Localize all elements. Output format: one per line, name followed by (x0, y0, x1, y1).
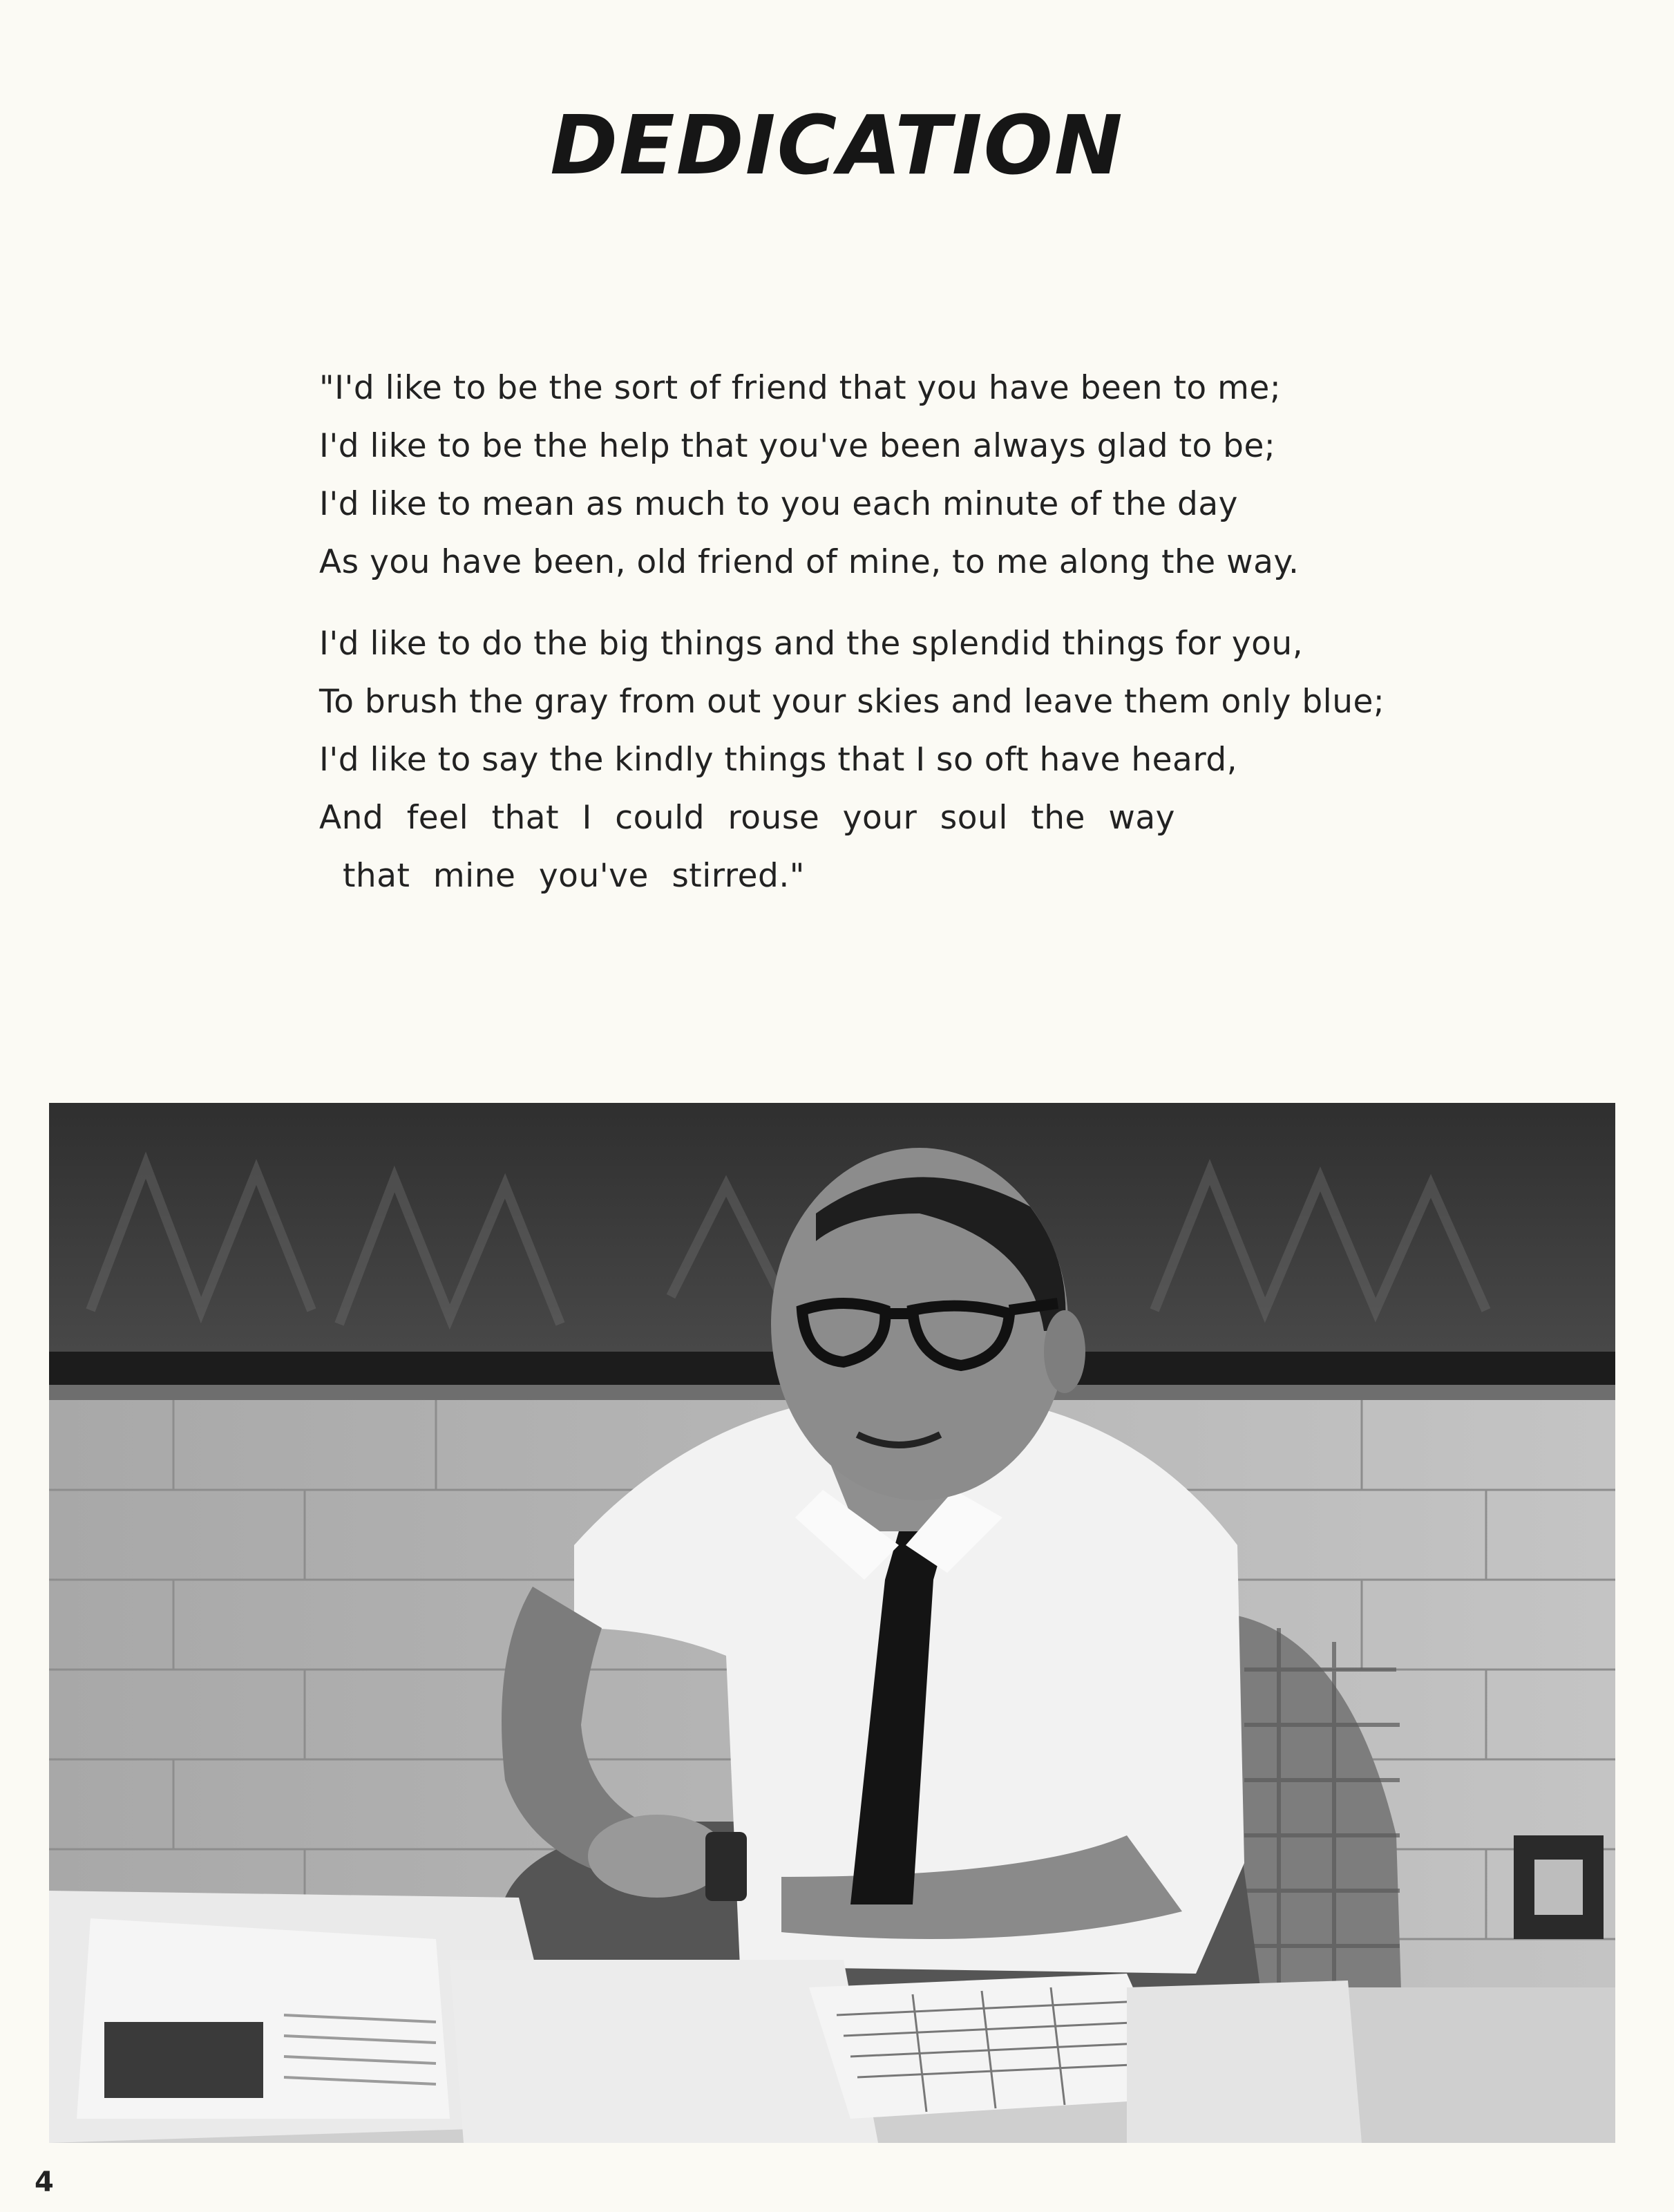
poem-line: that mine you've stirred." (343, 857, 805, 895)
poem-line: As you have been, old friend of mine, to me along the way. (319, 543, 1300, 581)
poem-line: I'd like to mean as much to you each minute of the day (319, 485, 1238, 523)
teacher-at-desk-illustration (49, 1103, 1615, 2143)
poem-line: And feel that I could rouse your soul the way (319, 799, 1175, 837)
poem-stanza-1 (319, 359, 1397, 592)
poem-stanza-2 (319, 615, 1397, 905)
page-number: 4 (35, 2166, 54, 2198)
poem-line: I'd like to say the kindly things that I so oft have heard, (319, 741, 1238, 779)
poem-line: I'd like to do the big things and the splendid things for you, (319, 625, 1304, 663)
poem-line: "I'd like to be the sort of friend that you have been to me; (319, 369, 1282, 407)
page-title: DEDICATION (550, 97, 1124, 193)
poem-line: I'd like to be the help that you've been always glad to be; (319, 427, 1276, 465)
dedication-photo (49, 1103, 1615, 2143)
dedication-poem (319, 359, 1397, 905)
poem-line: To brush the gray from out your skies and leave them only blue; (319, 683, 1385, 721)
wristwatch (705, 1832, 747, 1901)
